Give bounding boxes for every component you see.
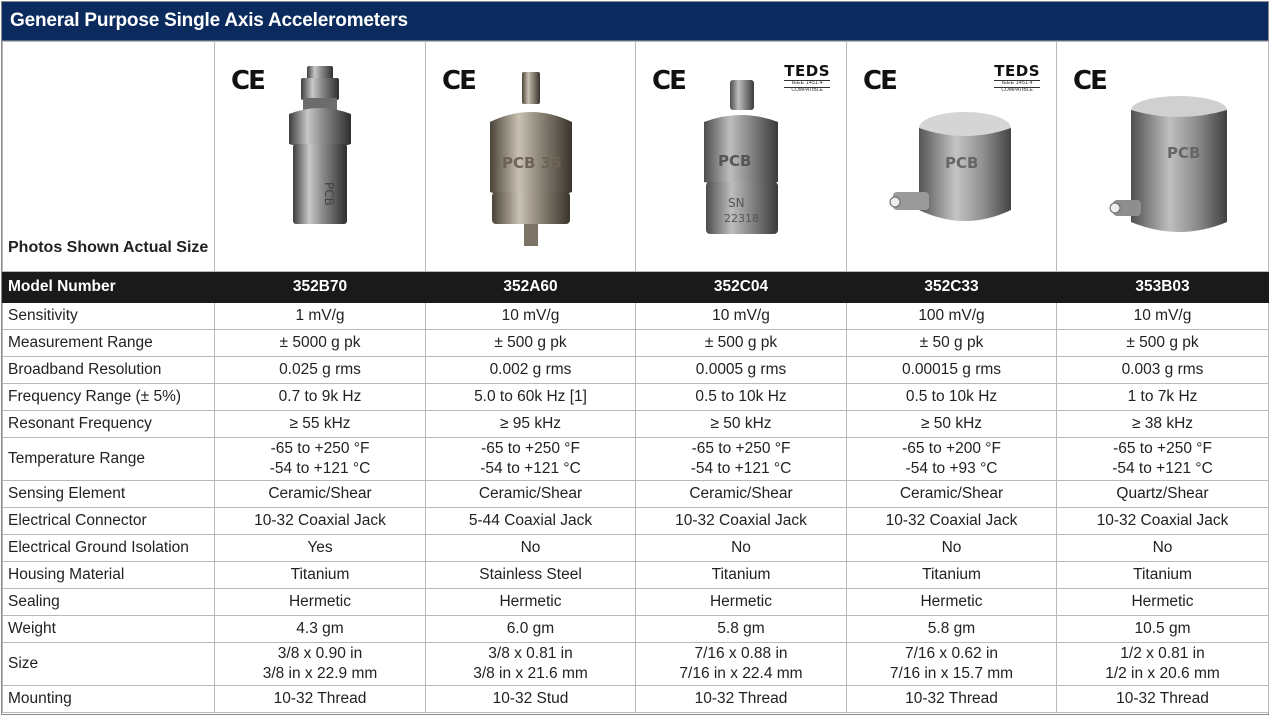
spec-value-line: 1 to 7k Hz: [1127, 388, 1198, 405]
spec-value: [426, 481, 636, 508]
spec-value: [636, 357, 847, 384]
spec-value-line: Quartz/Shear: [1116, 485, 1209, 502]
spec-value-line: Hermetic: [709, 593, 772, 610]
spec-value-line: ≥ 38 kHz: [1131, 415, 1194, 432]
spec-value-line: 10 mV/g: [1133, 307, 1192, 324]
sensor-photo-352b70: [215, 42, 425, 257]
spec-value: [215, 616, 426, 643]
spec-value-line: 10-32 Thread: [1116, 690, 1209, 707]
sensor-engraving: PCB: [718, 152, 752, 170]
photo-cell-353b03: [1057, 42, 1269, 272]
spec-value-line: 7/16 x 0.62 in: [904, 645, 999, 662]
spec-value: [215, 384, 426, 411]
spec-row: [3, 562, 1269, 589]
spec-value: [847, 481, 1057, 508]
spec-label: Resonant Frequency: [3, 411, 215, 438]
spec-value: [847, 589, 1057, 616]
sensor-engraving: PCB: [945, 154, 979, 172]
spec-value: [215, 438, 426, 481]
sensor-photo-352c04: [636, 42, 846, 257]
spec-value-line: ≥ 55 kHz: [289, 415, 351, 432]
spec-value: [847, 411, 1057, 438]
spec-value-line: Yes: [307, 539, 333, 556]
spec-value: [1057, 357, 1269, 384]
spec-value-line: Titanium: [711, 566, 771, 583]
spec-label: Sealing: [3, 589, 215, 616]
spec-value: [426, 357, 636, 384]
spec-value-line: 10-32 Coaxial Jack: [1096, 512, 1229, 529]
spec-value: [215, 357, 426, 384]
spec-value: [426, 384, 636, 411]
sensor-photo-352a60: [426, 42, 636, 257]
spec-value: [636, 508, 847, 535]
spec-value-line: -54 to +121 °C: [269, 460, 371, 477]
spec-value-line: Ceramic/Shear: [478, 485, 583, 502]
spec-row: [3, 330, 1269, 357]
spec-value-line: Ceramic/Shear: [899, 485, 1004, 502]
sensor-engraving: 22318: [724, 212, 759, 225]
spec-value-line: 10 mV/g: [712, 307, 770, 324]
spec-value-line: 1/2 in x 20.6 mm: [1105, 665, 1220, 682]
spec-label: Electrical Connector: [3, 508, 215, 535]
spec-value-line: 7/16 x 0.88 in: [694, 645, 788, 662]
spec-value: [847, 330, 1057, 357]
spec-row: [3, 411, 1269, 438]
spec-value: [1057, 589, 1269, 616]
spec-value-line: No: [941, 539, 962, 556]
spec-value-line: 7/16 in x 22.4 mm: [679, 665, 803, 682]
spec-value: [1057, 330, 1269, 357]
spec-value: [426, 562, 636, 589]
spec-value-line: 3/8 in x 21.6 mm: [473, 665, 588, 682]
spec-value-line: 0.5 to 10k Hz: [905, 388, 998, 405]
spec-value-line: ± 500 g pk: [704, 334, 778, 351]
photo-cell-352b70: [215, 42, 426, 272]
spec-value: [847, 562, 1057, 589]
model-number: 353B03: [1057, 272, 1269, 303]
spec-label: Weight: [3, 616, 215, 643]
spec-row: [3, 535, 1269, 562]
spec-value-line: 10-32 Coaxial Jack: [885, 512, 1018, 529]
spec-value: [1057, 303, 1269, 330]
spec-value: [847, 643, 1057, 686]
spec-label: Broadband Resolution: [3, 357, 215, 384]
spec-value: [426, 686, 636, 713]
spec-value: [1057, 535, 1269, 562]
spec-value: [215, 589, 426, 616]
spec-value-line: 5-44 Coaxial Jack: [468, 512, 593, 529]
spec-value: [426, 303, 636, 330]
spec-value: [215, 508, 426, 535]
ce-mark-icon: CE: [442, 66, 475, 96]
spec-row: [3, 616, 1269, 643]
spec-value: [215, 303, 426, 330]
spec-value: [636, 686, 847, 713]
spec-value-line: Stainless Steel: [479, 566, 582, 583]
spec-value-line: Titanium: [922, 566, 981, 583]
spec-value: [636, 616, 847, 643]
spec-value-line: -54 to +121 °C: [480, 460, 581, 477]
spec-row: [3, 508, 1269, 535]
spec-value-line: 4.3 gm: [296, 620, 344, 637]
spec-value: [426, 330, 636, 357]
spec-value: [636, 303, 847, 330]
spec-value: [636, 330, 847, 357]
spec-label: Frequency Range (± 5%): [3, 384, 215, 411]
sensor-photo-353b03: [1057, 42, 1267, 257]
spec-value-line: 7/16 in x 15.7 mm: [889, 665, 1014, 682]
spec-value: [847, 508, 1057, 535]
spec-value-line: 5.8 gm: [717, 620, 765, 637]
spec-value-line: 0.7 to 9k Hz: [278, 388, 362, 405]
spec-value: [1057, 438, 1269, 481]
spec-value: [636, 384, 847, 411]
spec-value-line: -54 to +121 °C: [1112, 460, 1213, 477]
sensor-photo-352c33: [847, 42, 1057, 257]
photo-cell-352a60: [426, 42, 636, 272]
spec-value-line: No: [520, 539, 541, 556]
spec-value-line: ± 5000 g pk: [279, 334, 361, 351]
spec-value: [426, 438, 636, 481]
spec-value-line: Ceramic/Shear: [268, 485, 372, 502]
spec-row: [3, 357, 1269, 384]
model-number: 352C33: [847, 272, 1057, 303]
spec-value-line: 3/8 x 0.81 in: [488, 645, 573, 662]
spec-label: Measurement Range: [3, 330, 215, 357]
spec-value-line: 5.0 to 60k Hz [1]: [474, 388, 587, 405]
spec-table: [2, 41, 1269, 713]
spec-value-line: Hermetic: [499, 593, 562, 610]
spec-value-line: Titanium: [1133, 566, 1192, 583]
spec-value: [426, 535, 636, 562]
spec-value: [215, 686, 426, 713]
spec-value: [426, 589, 636, 616]
spec-value-line: 10.5 gm: [1134, 620, 1191, 637]
model-number: 352B70: [215, 272, 426, 303]
spec-value: [847, 535, 1057, 562]
spec-row: [3, 384, 1269, 411]
teds-logo-icon: TEDS IEEE 1451.4 COMPATIBLE: [784, 62, 830, 93]
sensor-engraving: PCB: [1167, 144, 1201, 162]
ce-mark-icon: CE: [652, 66, 685, 96]
ce-mark-icon: CE: [231, 66, 264, 96]
sensor-engraving: PCB 35: [502, 154, 562, 172]
model-number-label: Model Number: [3, 272, 215, 303]
spec-label: Sensing Element: [3, 481, 215, 508]
spec-value-line: -65 to +250 °F: [481, 440, 580, 457]
spec-label: Electrical Ground Isolation: [3, 535, 215, 562]
spec-row: [3, 686, 1269, 713]
spec-value: [215, 562, 426, 589]
spec-value: [426, 411, 636, 438]
spec-value-line: -65 to +250 °F: [691, 440, 791, 457]
spec-value-line: 100 mV/g: [918, 307, 985, 324]
spec-value: [215, 411, 426, 438]
spec-value-line: -65 to +200 °F: [902, 440, 1001, 457]
teds-logo-icon: TEDS IEEE 1451.4 COMPATIBLE: [994, 62, 1040, 93]
ce-mark-icon: CE: [863, 66, 896, 96]
spec-value: [636, 562, 847, 589]
spec-value-line: 3/8 x 0.90 in: [277, 645, 363, 662]
spec-value: [1057, 616, 1269, 643]
spec-value-line: -54 to +121 °C: [690, 460, 792, 477]
spec-value-line: 0.00015 g rms: [901, 361, 1002, 378]
spec-value: [636, 643, 847, 686]
spec-value-line: ≥ 50 kHz: [710, 415, 772, 432]
spec-value-line: 10 mV/g: [501, 307, 560, 324]
spec-value-line: 10-32 Stud: [492, 690, 569, 707]
model-number: 352C04: [636, 272, 847, 303]
spec-value: [1057, 643, 1269, 686]
spec-value: [1057, 686, 1269, 713]
photo-label: Photos Shown Actual Size: [3, 42, 215, 272]
spec-row: [3, 589, 1269, 616]
spec-value: [215, 330, 426, 357]
spec-value: [215, 643, 426, 686]
spec-value: [215, 481, 426, 508]
spec-row: [3, 438, 1269, 481]
spec-value-line: No: [731, 539, 751, 556]
spec-value: [215, 535, 426, 562]
spec-value: [1057, 384, 1269, 411]
spec-value-line: ± 50 g pk: [919, 334, 984, 351]
spec-label: Size: [3, 643, 215, 686]
spec-value-line: Hermetic: [288, 593, 351, 610]
spec-value-line: 10-32 Thread: [273, 690, 367, 707]
spec-value-line: ≥ 50 kHz: [920, 415, 983, 432]
spec-value-line: -65 to +250 °F: [270, 440, 370, 457]
spec-value: [847, 438, 1057, 481]
spec-value-line: -65 to +250 °F: [1113, 440, 1212, 457]
spec-value: [847, 303, 1057, 330]
spec-value-line: Ceramic/Shear: [689, 485, 793, 502]
spec-value: [426, 643, 636, 686]
spec-label: Housing Material: [3, 562, 215, 589]
spec-value-line: 10-32 Thread: [905, 690, 998, 707]
spec-value-line: ± 500 g pk: [1126, 334, 1199, 351]
spec-value: [636, 535, 847, 562]
photo-row: [3, 42, 1269, 272]
spec-value-line: 3/8 in x 22.9 mm: [262, 665, 378, 682]
spec-value: [636, 481, 847, 508]
photo-cell-352c04: [636, 42, 847, 272]
spec-value-line: ± 500 g pk: [494, 334, 567, 351]
spec-value: [426, 616, 636, 643]
spec-label: Temperature Range: [3, 438, 215, 481]
spec-value: [426, 508, 636, 535]
spec-row: [3, 481, 1269, 508]
spec-label: Mounting: [3, 686, 215, 713]
spec-value: [1057, 481, 1269, 508]
spec-value: [636, 589, 847, 616]
spec-value: [847, 357, 1057, 384]
spec-value-line: 10-32 Coaxial Jack: [675, 512, 807, 529]
spec-table-body: [3, 42, 1269, 713]
spec-label: Sensitivity: [3, 303, 215, 330]
photo-cell-352c33: [847, 42, 1057, 272]
spec-value-line: No: [1152, 539, 1173, 556]
spec-value-line: -54 to +93 °C: [905, 460, 998, 477]
spec-value-line: Titanium: [290, 566, 350, 583]
spec-value-line: 10-32 Coaxial Jack: [254, 512, 386, 529]
spec-value: [1057, 562, 1269, 589]
sensor-engraving: PCB: [322, 182, 336, 206]
spec-value-line: 0.025 g rms: [279, 361, 361, 378]
spec-value-line: Hermetic: [920, 593, 983, 610]
spec-value: [1057, 508, 1269, 535]
spec-value-line: 10-32 Thread: [694, 690, 788, 707]
spec-value-line: 1/2 x 0.81 in: [1120, 645, 1205, 662]
spec-sheet: [1, 1, 1269, 715]
spec-value: [847, 616, 1057, 643]
spec-value-line: 0.003 g rms: [1121, 361, 1204, 378]
spec-value-line: 0.0005 g rms: [695, 361, 787, 378]
spec-row: [3, 643, 1269, 686]
spec-value: [847, 686, 1057, 713]
spec-value-line: 0.5 to 10k Hz: [695, 388, 787, 405]
spec-value: [636, 411, 847, 438]
spec-value-line: 6.0 gm: [506, 620, 555, 637]
spec-value: [636, 438, 847, 481]
sensor-engraving: SN: [728, 196, 745, 210]
spec-value: [1057, 411, 1269, 438]
spec-value-line: 0.002 g rms: [489, 361, 572, 378]
model-number: 352A60: [426, 272, 636, 303]
spec-row: [3, 303, 1269, 330]
page-title: General Purpose Single Axis Accelerometers: [2, 2, 1268, 41]
spec-value: [847, 384, 1057, 411]
model-number-row: [3, 272, 1269, 303]
spec-value-line: 5.8 gm: [927, 620, 976, 637]
ce-mark-icon: CE: [1073, 66, 1106, 96]
spec-value-line: ≥ 95 kHz: [499, 415, 562, 432]
spec-value-line: 1 mV/g: [295, 307, 345, 324]
spec-value-line: Hermetic: [1131, 593, 1194, 610]
